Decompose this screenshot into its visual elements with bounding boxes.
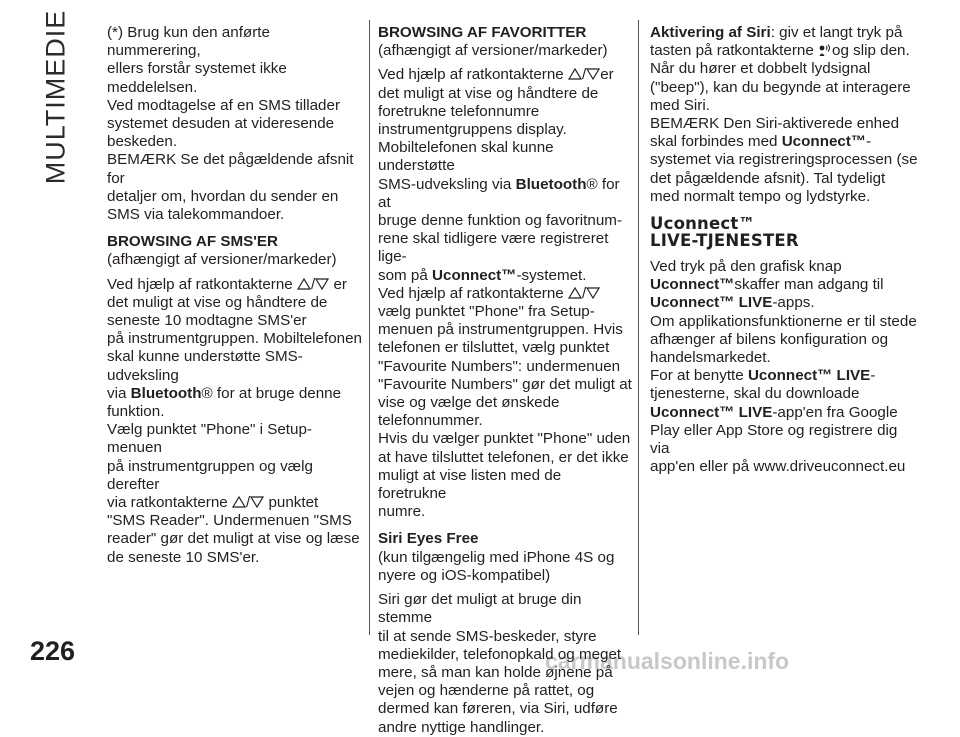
text-line: telefonnummer. — [378, 412, 483, 430]
text-line: Play eller App Store og registrere dig via — [650, 421, 898, 458]
text-line: tasten på ratkontakterne og slip den. — [650, 42, 910, 60]
text-line: app'en eller på www.driveuconnect.eu — [650, 458, 906, 476]
text-line: foretrukne telefonnumre — [378, 102, 540, 120]
voice-command-icon — [818, 44, 832, 56]
triangle-up-icon — [568, 68, 582, 80]
text-line: Uconnect™ LIVE-app'en fra Google — [650, 403, 898, 421]
triangle-down-icon — [315, 278, 329, 290]
text-line: ("beep"), kan du begynde at interagere — [650, 78, 911, 96]
text-line: reader" gør det muligt at vise og læse — [107, 530, 360, 548]
triangle-down-icon — [586, 287, 600, 299]
column-divider — [369, 20, 370, 635]
text-line: systemet via registreringsprocessen (se — [650, 151, 918, 169]
text-line: funktion. — [107, 403, 165, 421]
text-line: SMS via talekommandoer. — [107, 206, 285, 224]
text-line: vælg punktet "Phone" fra Setup- — [378, 303, 595, 321]
text-line: BEMÆRK Se det pågældende afsnit for — [107, 151, 354, 187]
text-line: Om applikationsfunktionerne er til stede — [650, 312, 917, 330]
text-line: dermed kan føreren, via Siri, udføre — [378, 700, 618, 718]
text-line: SMS-udveksling via Bluetooth® for at — [378, 175, 620, 211]
text-line: via Bluetooth® for at bruge denne — [107, 384, 342, 402]
text-line: det muligt at vise og håndtere de — [378, 84, 599, 102]
text-line: mere, så man kan holde øjnene på — [378, 663, 613, 681]
text-line: med Siri. — [650, 96, 710, 114]
text-line: Vælg punktet "Phone" i Setup-menuen — [107, 421, 312, 457]
text-line: instrumentgruppens display. — [378, 121, 567, 139]
text-line: "Favourite Numbers": undermenuen — [378, 357, 621, 375]
triangle-up-icon — [568, 287, 582, 299]
section-heading: Uconnect™ — [650, 214, 756, 234]
text-line: Ved hjælp af ratkontakterne / er — [378, 66, 614, 84]
watermark: carmanualsonline.info — [545, 648, 790, 674]
section-heading: Siri Eyes Free — [378, 530, 479, 548]
text-line: med normalt tempo og lydstyrke. — [650, 187, 871, 205]
section-subheading: (afhængigt af versioner/markeder) — [378, 42, 608, 60]
text-line: detaljer om, hvordan du sender en — [107, 187, 339, 205]
text-line: Mobiltelefonen skal kunne understøtte — [378, 139, 554, 175]
text-line: Ved hjælp af ratkontakterne / — [378, 285, 633, 303]
text-line: Ved tryk på den grafisk knap — [650, 258, 842, 276]
column-3 — [650, 24, 920, 476]
text-line: menuen på instrumentgruppen. Hvis — [378, 321, 623, 339]
text-line: "Favourite Numbers" gør det muligt at — [378, 375, 632, 393]
triangle-down-icon — [586, 68, 600, 80]
section-title: MULTIMEDIE — [40, 9, 71, 185]
text-line: Ved hjælp af ratkontakterne / er — [107, 275, 347, 293]
text-line: Når du hører et dobbelt lydsignal — [650, 60, 871, 78]
text-line: på instrumentgruppen. Mobiltelefonen — [107, 330, 362, 348]
text-line: det muligt at vise og håndtere de — [107, 293, 328, 311]
text-line: vejen og hænderne på rattet, og — [378, 682, 595, 700]
section-subheading: nyere og iOS-kompatibel) — [378, 566, 551, 584]
text-line: til at sende SMS-beskeder, styre — [378, 627, 597, 645]
triangle-up-icon — [297, 278, 311, 290]
text-line: Siri gør det muligt at bruge din stemme — [378, 591, 582, 627]
text-line: via ratkontakterne / punktet — [107, 494, 319, 512]
text-line: rene skal tidligere være registreret lige- — [378, 230, 609, 266]
text-line: Ved modtagelse af en SMS tillader — [107, 96, 341, 114]
column-2 — [378, 24, 633, 737]
text-line: bruge denne funktion og favoritnum- — [378, 212, 623, 230]
text-line: Aktivering af Siri: giv et langt tryk på — [650, 24, 903, 41]
text-line: BEMÆRK Den Siri-aktiverede enhed — [650, 115, 900, 133]
text-line: handelsmarkedet. — [650, 349, 771, 367]
text-line: på instrumentgruppen og vælg derefter — [107, 457, 314, 493]
text-line: muligt at vise listen med de foretrukne — [378, 466, 562, 503]
text-line: som på Uconnect™-systemet. — [378, 266, 587, 284]
text-line: Uconnect™ LIVE-apps. — [650, 294, 815, 312]
text-line: det pågældende afsnit). Tal tydeligt — [650, 169, 886, 187]
text-line: at have tilsluttet telefonen, er det ikke — [378, 448, 629, 466]
text-line: de seneste 10 SMS'er. — [107, 548, 260, 566]
text-line: ellers forstår systemet ikke — [107, 60, 287, 78]
text-line: afhænger af bilens konfiguration og — [650, 330, 889, 348]
text-line: telefonen er tilsluttet, vælg punktet — [378, 339, 610, 357]
section-heading: BROWSING AF FAVORITTER — [378, 24, 587, 41]
column-1 — [107, 24, 362, 567]
text-line: skal forbindes med Uconnect™- — [650, 133, 872, 151]
text-line: (*) Brug kun den anførte nummerering, — [107, 24, 270, 60]
text-line: vise og vælge det ønskede — [378, 394, 560, 412]
text-line: andre nyttige handlinger. — [378, 718, 545, 736]
text-line: numre. — [378, 503, 426, 521]
text-line: beskeden. — [107, 133, 178, 151]
text-line: meddelelsen. — [107, 78, 198, 96]
section-heading: BROWSING AF SMS'ER — [107, 233, 278, 251]
text-line: Uconnect™skaffer man adgang til — [650, 276, 884, 294]
text-line: mediekilder, telefonopkald og meget — [378, 645, 622, 663]
text-line: seneste 10 modtagne SMS'er — [107, 312, 307, 330]
section-subheading: (kun tilgængelig med iPhone 4S og — [378, 548, 615, 566]
text-line: For at benytte Uconnect™ LIVE- — [650, 367, 876, 385]
page-number: 226 — [30, 636, 76, 666]
section-subheading: (afhængigt af versioner/markeder) — [107, 251, 337, 269]
text-line: systemet desuden at videresende — [107, 115, 335, 133]
text-line: tjenesterne, skal du downloade — [650, 385, 860, 403]
triangle-down-icon — [250, 496, 264, 508]
side-section-label — [26, 9, 86, 185]
text-line: skal kunne understøtte SMS-udveksling — [107, 348, 303, 384]
text-line: Hvis du vælger punktet "Phone" uden — [378, 430, 631, 448]
triangle-up-icon — [232, 496, 246, 508]
text-line: "SMS Reader". Undermenuen "SMS — [107, 512, 352, 530]
section-heading: LIVE-TJENESTER — [650, 231, 799, 251]
column-divider — [638, 20, 639, 635]
